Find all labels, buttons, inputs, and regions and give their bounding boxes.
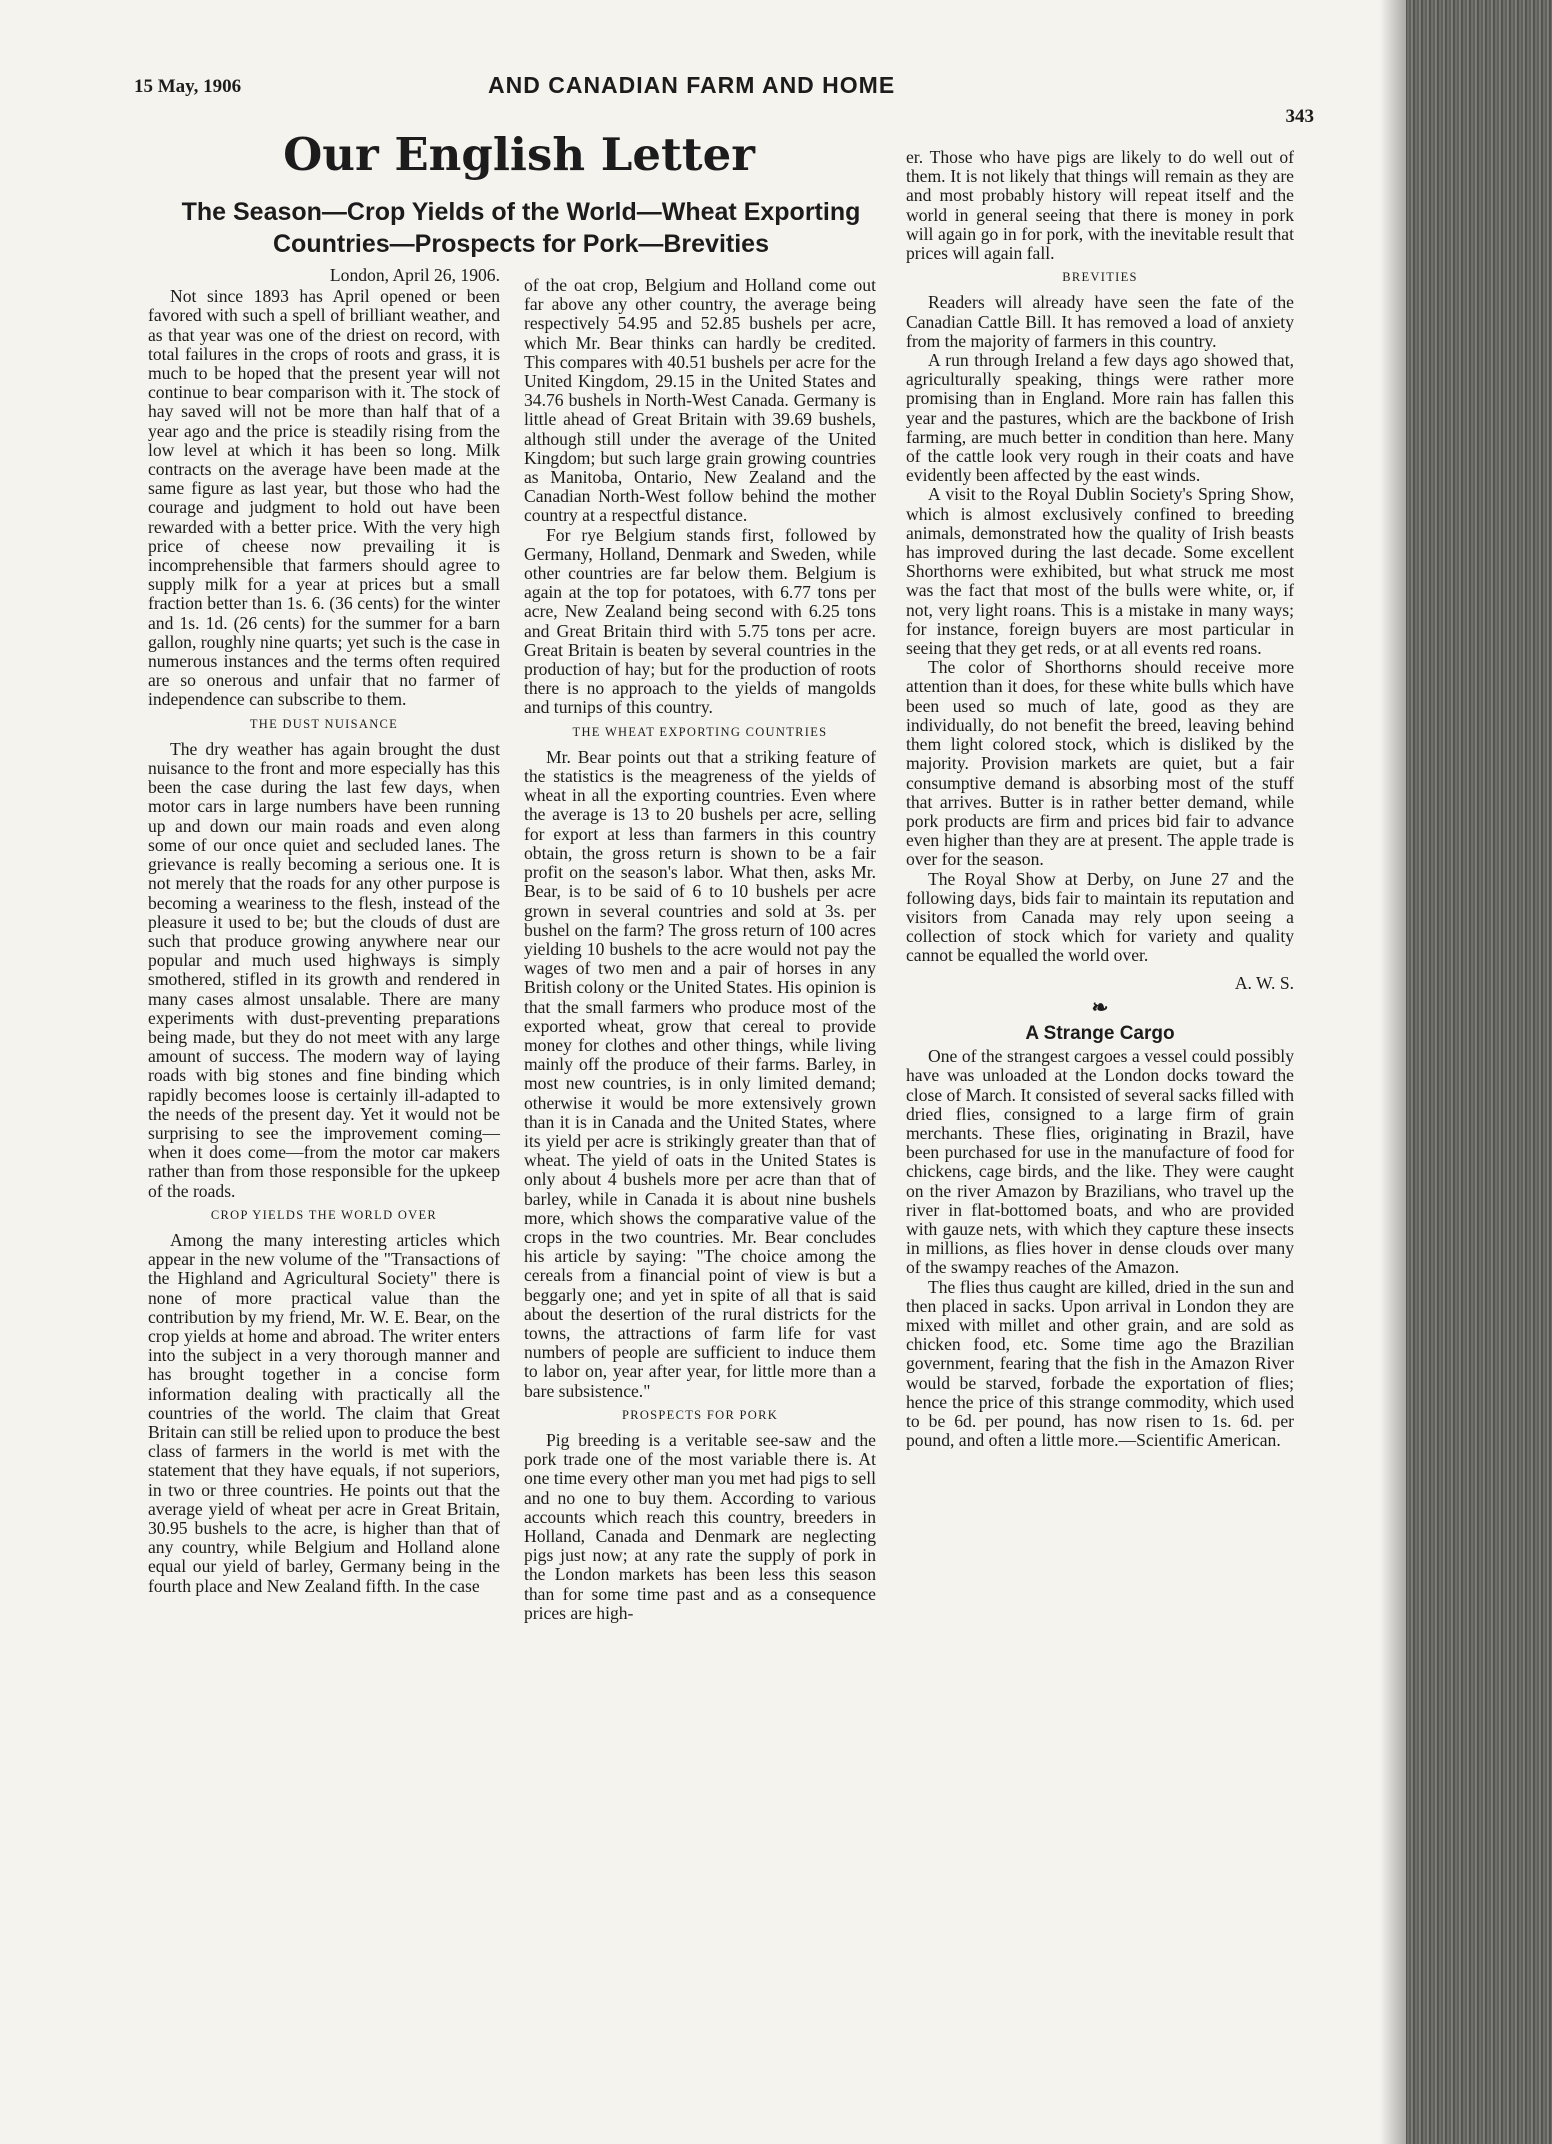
paragraph: of the oat crop, Belgium and Holland come out far above any other country, the average being respectively 54.95 and 52.85 bushels per acre, which Mr. Bear thinks can hardly be credited. This compares with 40.51 bushels per acre for the United Kingdom, 29.15 in the United States and 34.76 bushels in North-West Canada. Germany is little ahead of Great Britain with 39.69 bushels, although still under the average of the United Kingdom; but such large grain growing countries as Manitoba, Ontario, New Zealand and the Canadian North-West follow behind the mother country at a respectful distance. bbox=[524, 275, 876, 526]
paragraph: er. Those who have pigs are likely to do well out of them. It is not likely that things will remain as they are and most probably history will repeat itself and the world in general seeing that there is money in pork will again go in for pork, with the inevitable result that prices will again fall. bbox=[906, 147, 1294, 264]
section-heading-wheat-exporting: THE WHEAT EXPORTING COUNTRIES bbox=[572, 724, 828, 739]
author-signature: A. W. S. bbox=[1234, 972, 1294, 993]
paragraph: For rye Belgium stands first, followed by Germany, Holland, Denmark and Sweden, while other countries are far below them. Belgium is again at the top for potatoes, with 6.77 tons per acre, New Zealand being second with 6.25 tons and Great Britain third with 5.75 tons per acre. Great Britain is beaten by several countries in the production of hay; but for the production of roots there is no approach to the yields of mangolds and turnips of this country. bbox=[524, 524, 876, 718]
paragraph: Readers will already have seen the fate of the Canadian Cattle Bill. It has removed a load of anxiety from the majority of farmers in this country. bbox=[906, 292, 1294, 351]
issue-date: 15 May, 1906 bbox=[134, 76, 242, 97]
section-heading-brevities: BREVITIES bbox=[1062, 270, 1138, 285]
paragraph: The dry weather has again brought the dust nuisance to the front and more especially has this been the case during the last few days, when motor cars in large numbers have been running up and down our main roads and even along some of our once quiet and secluded lanes. The grievance is really becoming a serious one. It is not merely that the roads for any other purpose is becoming a weariness to the flesh, instead of the pleasure it used to be; but the clouds of dust are such that produce growing anywhere near our popular and much used highways is simply smothered, stifled in its growth and rendered in many cases almost unsalable. There are many experiments with dust-preventing preparations being made, but they do not meet with any large amount of success. The modern way of laying roads with big stones and fine binding which rapidly becomes loose is certainly ill-adapted to the needs of the present day. Yet it would not be surprising to see the improvement coming—when it does come—from the motor car makers rather than from those responsible for the upkeep of the roads. bbox=[148, 738, 500, 1201]
article-title: Our English Letter bbox=[283, 128, 755, 181]
paragraph: A run through Ireland a few days ago showed that, agriculturally speaking, things were rather more promising than in England. More rain has fallen this year and the pastures, which are the backbone of Irish farming, are much better in condition than here. Many of the cattle look very rough in their coats and have evidently been affected by the east winds. bbox=[906, 350, 1294, 486]
paragraph: A visit to the Royal Dublin Society's Spring Show, which is almost exclusively confined to breeding animals, demonstrated how the quality of Irish beasts has improved during the last decade. Some excellent Shorthorns were exhibited, but what struck me most was the fact that most of the bulls were white, or, if not, very light roans. This is a mistake in many ways; for instance, foreign buyers are most particular in seeing that they get reds, or at all events red roans. bbox=[906, 484, 1294, 659]
fleuron-ornament-icon: ❧ bbox=[1091, 996, 1109, 1019]
article-subtitle: The Season—Crop Yields of the World—Wheat Exporting Countries—Prospects for Pork—Brevities bbox=[181, 198, 861, 258]
column-3 bbox=[906, 148, 1294, 1450]
section-heading-crop-yields: CROP YIELDS THE WORLD OVER bbox=[210, 1207, 438, 1222]
dateline: London, April 26, 1906. bbox=[329, 265, 500, 285]
paragraph: The color of Shorthorns should receive more attention than it does, for these white bulls which have been used so much of late, good as they are individually, do not benefit the breed, leaving behind them light colored stock, which is disliked by the majority. Provision markets are quiet, but a fair consumptive demand is absorbing most of the stuff that arrives. Butter is in rather better demand, while pork products are firm and prices bid fair to advance even higher than they are at present. The apple trade is over for the season. bbox=[906, 657, 1294, 870]
page-header bbox=[134, 72, 1314, 127]
paragraph: Pig breeding is a veritable see-saw and the pork trade one of the most variable there is. At one time every other man you met had pigs to sell and no one to buy them. According to various accounts which reach this country, breeders in Holland, Canada and Denmark are neglecting pigs just now; at any rate the supply of pork in the London markets has been less this season than for some time past and as a consequence prices are high- bbox=[524, 1429, 876, 1623]
paragraph: The Royal Show at Derby, on June 27 and the following days, bids fair to maintain its reputation and visitors from Canada may rely upon seeing a collection of stock which for variety and quality cannot be equalled the world over. bbox=[906, 868, 1294, 966]
strange-cargo-title: A Strange Cargo bbox=[1025, 1022, 1175, 1044]
publication-title: AND CANADIAN FARM AND HOME bbox=[488, 72, 896, 98]
column-2 bbox=[524, 276, 876, 1623]
paragraph: One of the strangest cargoes a vessel could possibly have was unloaded at the London docks toward the close of March. It consisted of several sacks filled with dried flies, consigned to a large firm of grain merchants. These flies, originating in Brazil, have been purchased for use in the manufacture of food for chickens, cage birds, and the like. They were caught on the river Amazon by Brazilians, who travel up the river in flat-bottomed boats, and who are provided with gauze nets, with which they capture these insects in millions, as flies hover in dense clouds over many of the swampy reaches of the Amazon. bbox=[906, 1046, 1294, 1278]
paragraph: Mr. Bear points out that a striking feature of the statistics is the meagreness of the yields of wheat in all the exporting countries. Even where the average is 13 to 20 bushels per acre, selling for export at less than farmers in this country obtain, the gross return is shown to be a fair profit on the season's labor. What then, asks Mr. Bear, is to be said of 6 to 10 bushels per acre grown in several countries and sold at 3s. per bushel on the farm? The gross return of 100 acres yielding 10 bushels to the acre would not pay the wages of two men and a pair of horses in any British colony or the United States. His opinion is that the small farmers who produce most of the exported wheat, grow that cereal to provide money for clothes and other things, while living mainly off the produce of their farms. Barley, in most new countries, is in only limited demand; otherwise it would be more extensively grown than it is in Canada and the United States, where its yield per acre is strikingly greater than that of wheat. The yield of oats in the United States is only about 4 bushels more per acre than that of barley, while in Canada it is about nine bushels more, which shows the comparative value of the crops in the two countries. Mr. Bear concludes his article by saying: "The choice among the cereals from a financial point of view is but a beggarly one; and yet in spite of all that is said about the desertion of the rural districts for the towns, the attractions of farm life for vast numbers of people are sufficient to induce them to labor on, year after year, for little more than a bare subsistence." bbox=[524, 746, 876, 1401]
paragraph: Not since 1893 has April opened or been favored with such a spell of brilliant weather, and as that year was one of the driest on record, with total failures in the crops of roots and grass, it is much to be hoped that the present year will not continue to bear comparison with it. The stock of hay saved will not be more than half that of a year ago and the price is steadily rising from the low level at which it has been so long. Milk contracts on the average have been made at the same figure as last year, but those who had the courage and judgment to hold out have been rewarded with a better price. With the very high price of cheese now prevailing it is incomprehensible that farmers should agree to supply milk for a year at prices but a small fraction better than 1s. 6. (36 cents) for the winter and 1s. 1d. (26 cents) for the summer for a barn gallon, roughly nine quarts; yet such is the case in numerous instances and the terms often required are so onerous and unfair that no farmer of independence can subscribe to them. bbox=[148, 286, 500, 710]
paragraph: Among the many interesting articles which appear in the new volume of the "Transactions of the Highland and Agricultural Society" there is none of more practical value than the contribution by my friend, Mr. W. E. Bear, on the crop yields at home and abroad. The writer enters into the subject in a very thorough manner and has brought together in a concise form information dealing with practically all the countries of the world. The claim that Great Britain can still be relied upon to produce the best class of farmers in the world is met with the statement that they have equals, if not superiors, in two or three countries. He points out that the average yield of wheat per acre in Great Britain, 30.95 bushels to the acre, is higher than that of any country, while Belgium and Holland alone equal our yield of barley, Germany being in the fourth place and New Zealand fifth. In the case bbox=[148, 1229, 500, 1596]
section-heading-prospects-for-pork: PROSPECTS FOR PORK bbox=[621, 1407, 779, 1422]
paragraph: The flies thus caught are killed, dried in the sun and then placed in sacks. Upon arrival in London they are mixed with millet and other grain, and are sold as chicken food, etc. Some time ago the Brazilian government, fearing that the fish in the Amazon River would be starved, forbade the exportation of flies; hence the price of this strange commodity, which used to be 6d. per pound, has now risen to 1s. 6d. per pound, and often a little more.—Scientific American. bbox=[906, 1276, 1294, 1451]
book-page-edges bbox=[1406, 0, 1552, 2144]
page-number: 343 bbox=[1285, 106, 1314, 127]
section-heading-dust-nuisance: THE DUST NUISANCE bbox=[249, 716, 399, 731]
column-1 bbox=[148, 266, 500, 1596]
